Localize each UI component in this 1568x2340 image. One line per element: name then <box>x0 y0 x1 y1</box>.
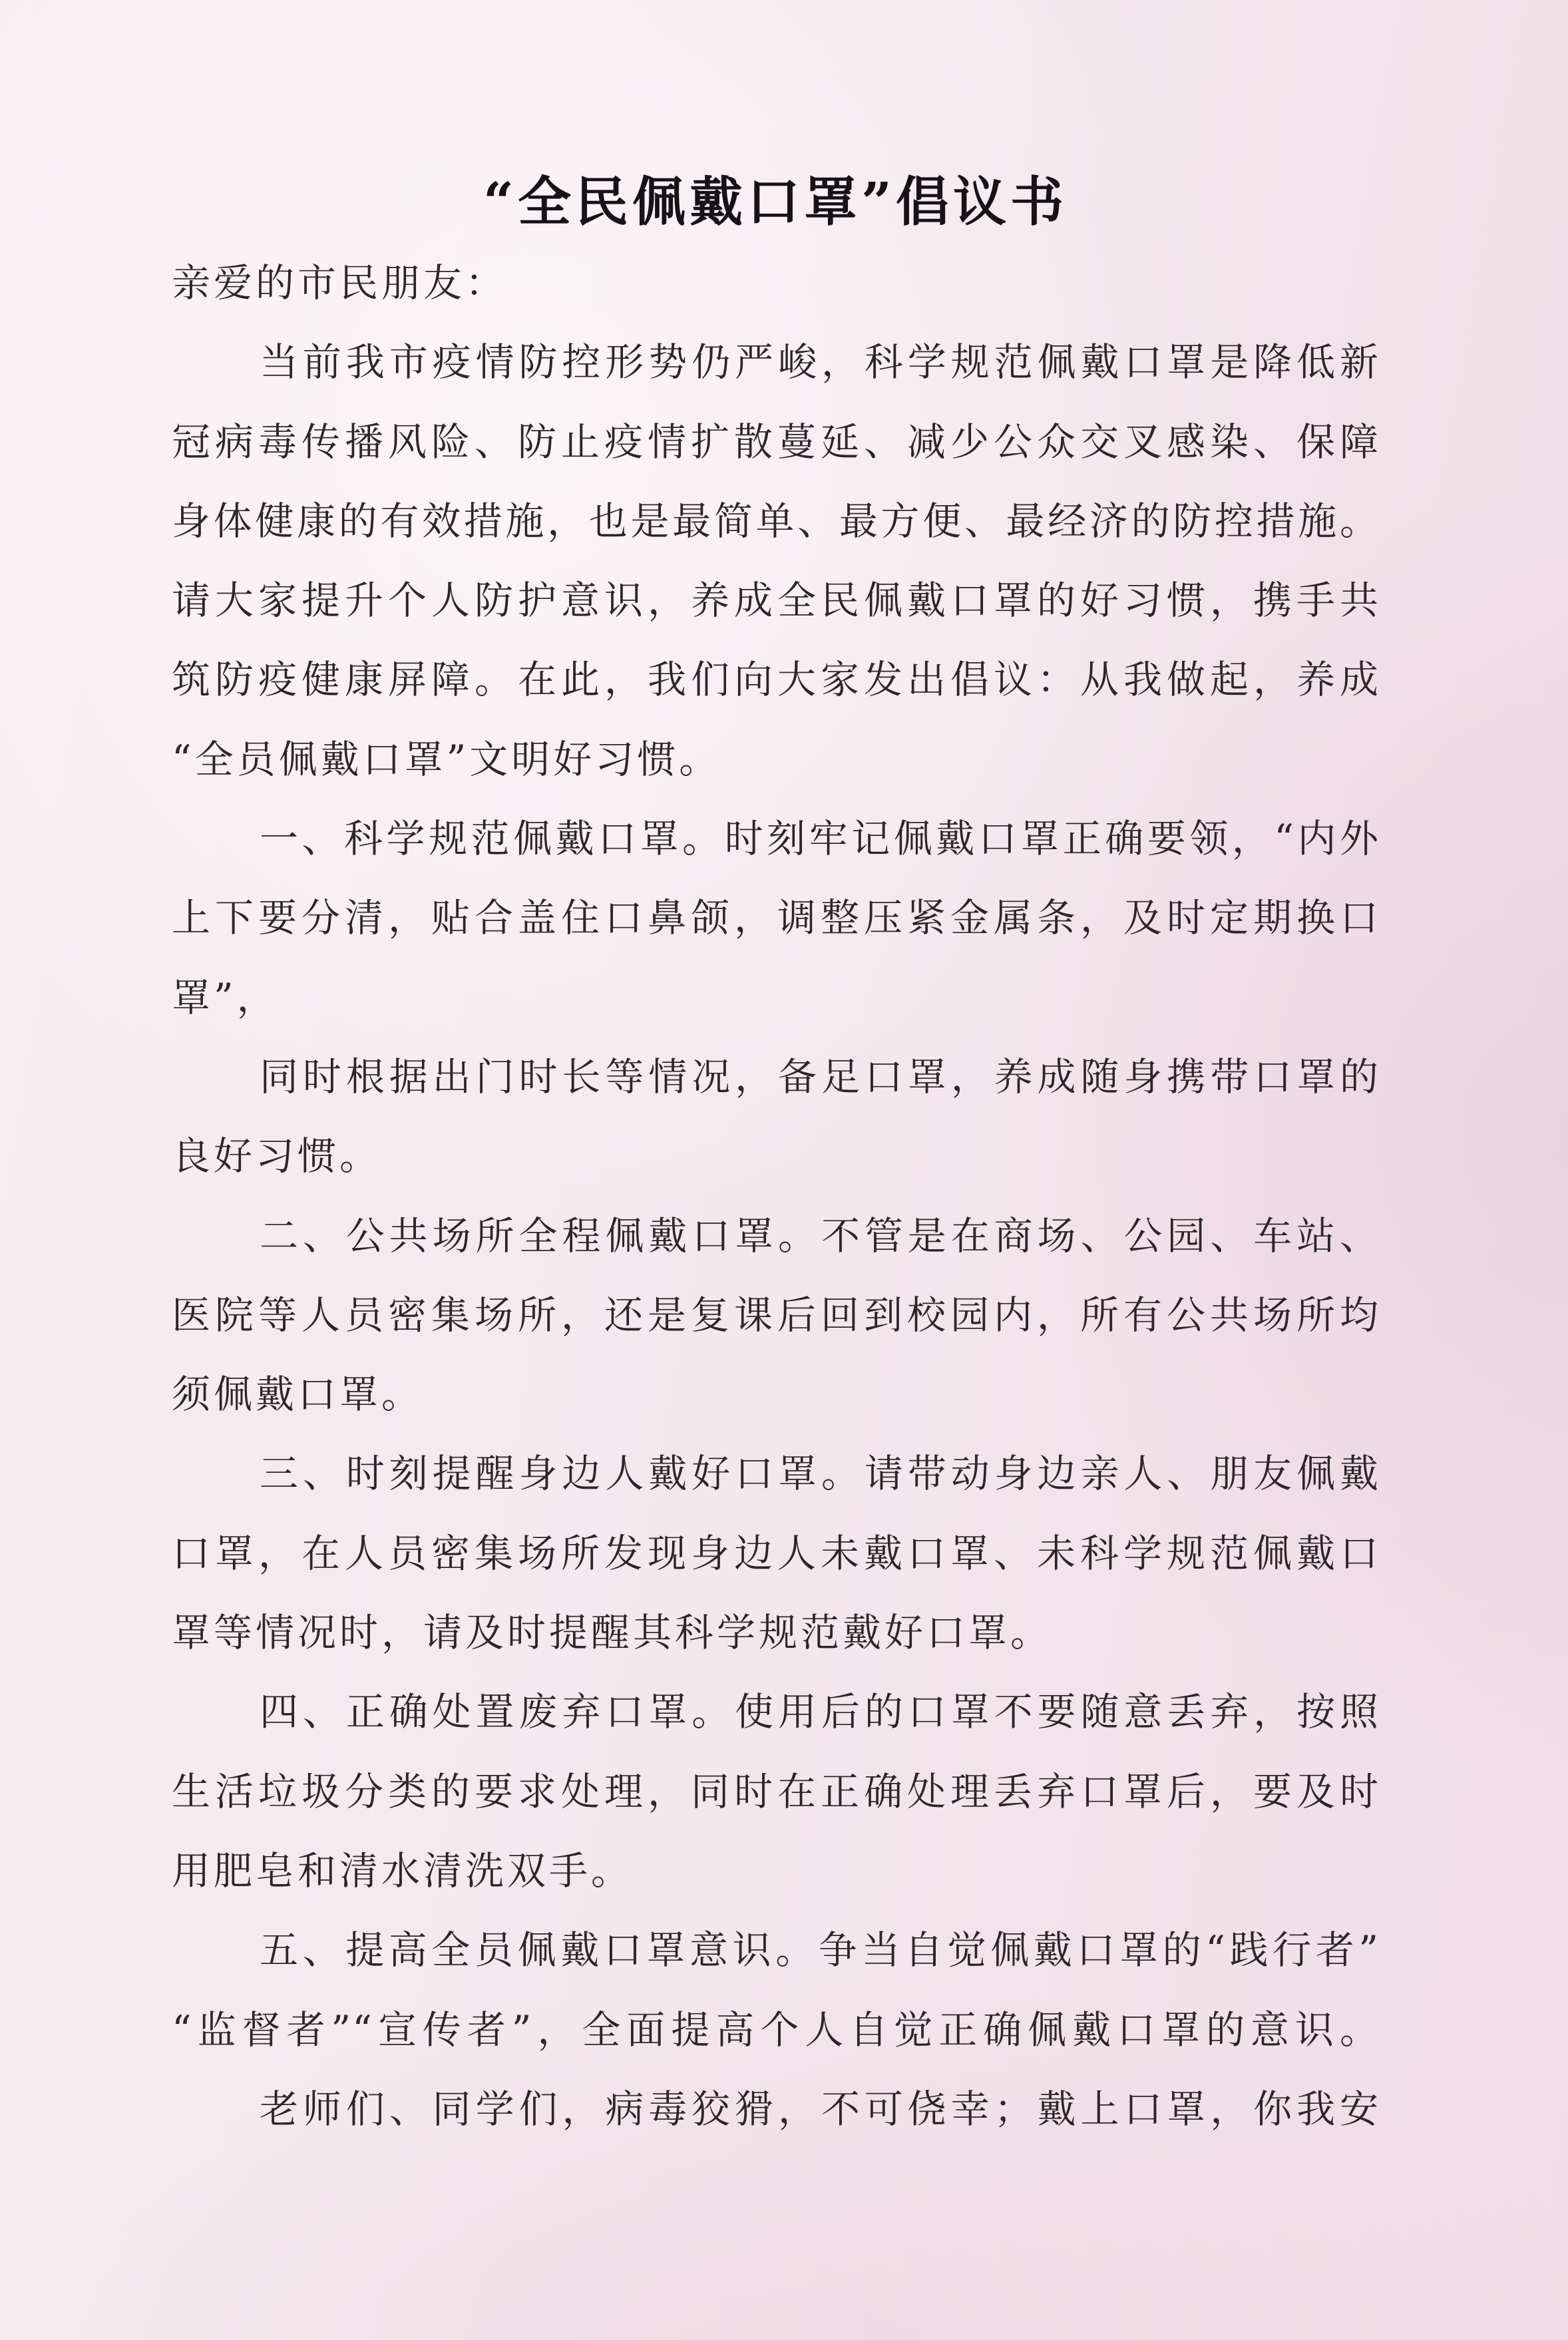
paragraph-item-3 <box>172 1434 1380 1672</box>
paragraph-item-1-continued <box>172 1038 1380 1197</box>
text-line: “全员佩戴口罩”文明好习惯。 <box>172 736 721 782</box>
text-line: “监督者”“宣传者”，全面提高个人自觉正确佩戴口罩的意识。 <box>172 2007 1380 2052</box>
document-title: “全民佩戴口罩”倡议书 <box>483 170 1068 233</box>
text-line: 须佩戴口罩。 <box>172 1372 424 1418</box>
paragraph-closing <box>172 2070 1380 2149</box>
text-line: 老师们、同学们，病毒狡猾，不可侥幸；戴上口罩，你我安 <box>260 2086 1380 2132</box>
document-body <box>172 244 1380 2149</box>
text-line: 医院等人员密集场所，还是复课后回到校园内，所有公共场所均 <box>172 1292 1380 1338</box>
text-line: 冠病毒传播风险、防止疫情扩散蔓延、减少公众交叉感染、保障 <box>172 419 1380 465</box>
text-line: 一、科学规范佩戴口罩。时刻牢记佩戴口罩正确要领，“内外 <box>260 816 1380 862</box>
text-line: 三、时刻提醒身边人戴好口罩。请带动身边亲人、朋友佩戴 <box>260 1451 1380 1497</box>
text-line: 上下要分清，贴合盖住口鼻颌，调整压紧金属条，及时定期换口 <box>172 895 1380 941</box>
salutation: 亲爱的市民朋友： <box>172 260 508 305</box>
paragraph-item-4 <box>172 1672 1380 1911</box>
paragraph-item-2 <box>172 1197 1380 1435</box>
text-line: 五、提高全员佩戴口罩意识。争当自觉佩戴口罩的“践行者” <box>260 1927 1380 1973</box>
text-line: 罩”， <box>172 974 279 1020</box>
text-line: 身体健康的有效措施，也是最简单、最方便、最经济的防控措施。 <box>172 498 1380 544</box>
text-line: 生活垃圾分类的要求处理，同时在正确处理丢弃口罩后，要及时 <box>172 1768 1380 1814</box>
text-line: 口罩，在人员密集场所发现身边人未戴口罩、未科学规范佩戴口 <box>172 1530 1380 1576</box>
paragraph-intro <box>172 323 1380 799</box>
text-line: 四、正确处置废弃口罩。使用后的口罩不要随意丢弃，按照 <box>260 1689 1380 1735</box>
text-line: 当前我市疫情防控形势仍严峻，科学规范佩戴口罩是降低新 <box>260 339 1380 385</box>
text-line: 二、公共场所全程佩戴口罩。不管是在商场、公园、车站、 <box>260 1213 1380 1259</box>
text-line: 筑防疫健康屏障。在此，我们向大家发出倡议：从我做起，养成 <box>172 657 1380 703</box>
text-line: 罩等情况时，请及时提醒其科学规范戴好口罩。 <box>172 1610 1053 1656</box>
text-line: 良好习惯。 <box>172 1133 382 1179</box>
text-line: 用肥皂和清水清洗双手。 <box>172 1848 634 1893</box>
paragraph-item-1 <box>172 799 1380 1038</box>
text-line: 同时根据出门时长等情况，备足口罩，养成随身携带口罩的 <box>260 1054 1380 1099</box>
text-line: 请大家提升个人防护意识，养成全民佩戴口罩的好习惯，携手共 <box>172 578 1380 624</box>
paragraph-item-5 <box>172 1911 1380 2070</box>
